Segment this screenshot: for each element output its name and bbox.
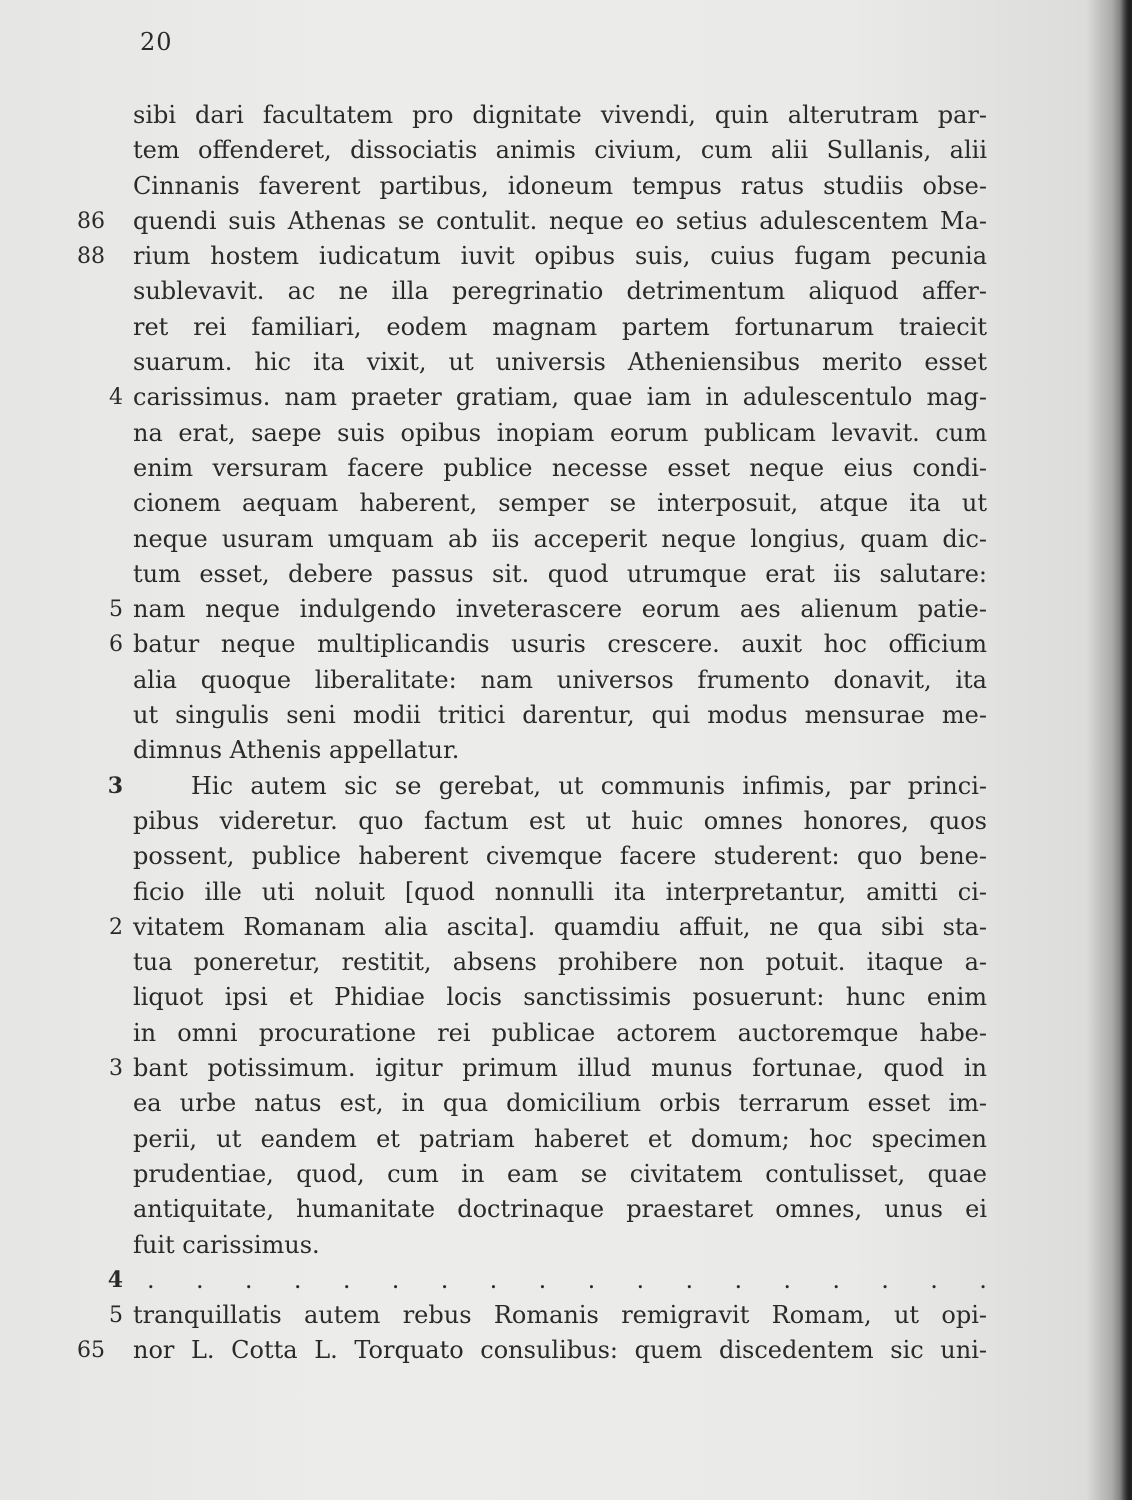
margin-year-number: 88 [77,244,105,270]
text-line [133,416,987,451]
line-text: quendi suis Athenas se contulit. neque eo setius adulescentem Ma- [133,206,987,235]
margin-paragraph-number: 3 [109,1056,123,1082]
line-text: in omni procuratione rei publicae actorem auctoremque habe- [133,1018,987,1047]
lacuna-dots: . . . . . . . . . . . . . . . . . . [147,1265,987,1294]
text-line [109,1298,987,1333]
text-line [133,310,987,345]
text-line [133,804,987,839]
text-line [109,910,987,945]
text-line [77,1333,987,1368]
page-number: 20 [140,28,173,56]
text-line [133,557,987,592]
margin-paragraph-number: 2 [109,914,123,940]
lacuna-line [107,1263,987,1298]
text-line [133,345,987,380]
line-text: perii, ut eandem et patriam haberet et domum; hoc specimen [133,1124,987,1153]
margin-chapter-number: 4 [107,1266,123,1293]
line-text: possent, publice haberent civemque facere studerent: quo bene- [133,842,987,871]
text-line [133,169,987,204]
text-line [133,1086,987,1121]
margin-paragraph-number: 5 [109,1303,123,1329]
text-line [133,274,987,309]
text-line [133,486,987,521]
line-text: dimnus Athenis appellatur. [133,736,460,765]
text-line [109,627,987,662]
margin-paragraph-number: 5 [109,597,123,623]
line-text: rium hostem iudicatum iuvit opibus suis, cuius fugam pecunia [133,242,987,271]
line-text: ut singulis seni modii tritici darentur, qui modus mensurae me- [133,701,987,730]
text-line [133,733,987,768]
line-text: vitatem Romanam alia ascita]. quamdiu affuit, ne qua sibi sta- [133,912,987,941]
line-text: bant potissimum. igitur primum illud munus fortunae, quod in [133,1054,987,1083]
line-text: ea urbe natus est, in qua domicilium orbis terrarum esset im- [133,1089,987,1118]
text-line [133,98,987,133]
line-text: tem offenderet, dissociatis animis civium, cum alii Sullanis, alii [133,136,987,165]
margin-year-number: 86 [77,208,105,234]
text-line [133,451,987,486]
line-text: tum esset, debere passus sit. quod utrumque erat iis salutare: [133,559,987,588]
line-text: batur neque multiplicandis usuris crescere. auxit hoc officium [133,630,987,659]
margin-paragraph-number: 4 [109,385,123,411]
text-line [109,380,987,415]
margin-chapter-number: 3 [107,772,123,799]
text-line [133,875,987,910]
margin-year-number: 65 [77,1338,105,1364]
line-text: sibi dari facultatem pro dignitate vivendi, quin alterutram par- [133,101,987,129]
text-line [133,1157,987,1192]
line-text: prudentiae, quod, cum in eam se civitatem contulisset, quae [133,1159,987,1188]
text-line [107,769,987,804]
text-line [133,1228,987,1263]
line-text: Cinnanis faverent partibus, idoneum tempus ratus studiis obse- [133,171,987,200]
line-text: carissimus. nam praeter gratiam, quae iam in adulescentulo mag- [133,383,987,412]
line-text: nam neque indulgendo inveterascere eorum aes alienum patie- [133,595,987,624]
line-text: pibus videretur. quo factum est ut huic omnes honores, quos [133,806,987,835]
text-line [133,1122,987,1157]
line-text: tranquillatis autem rebus Romanis remigravit Romam, ut opi- [133,1301,987,1330]
text-line [109,592,987,627]
text-line [133,945,987,980]
line-text: suarum. hic ita vixit, ut universis Atheniensibus merito esset [133,348,987,377]
margin-paragraph-number: 6 [109,632,123,658]
text-line [133,522,987,557]
text-line [77,204,987,239]
text-line [133,980,987,1015]
line-text: alia quoque liberalitate: nam universos frumento donavit, ita [133,665,987,694]
line-text: nor L. Cotta L. Torquato consulibus: quem discedentem sic uni- [133,1336,987,1365]
text-line [133,1192,987,1227]
line-text: tua poneretur, restitit, absens prohibere non potuit. itaque a- [133,948,987,977]
line-text: sublevavit. ac ne illa peregrinatio detrimentum aliquod affer- [133,277,987,306]
line-text: fuit carissimus. [133,1230,320,1259]
text-block [77,98,987,1369]
line-text: enim versuram facere publice necesse esset neque eius condi- [133,453,987,482]
text-line [133,839,987,874]
line-text: ret rei familiari, eodem magnam partem fortunarum traiecit [133,312,987,341]
text-line [133,133,987,168]
line-text: ficio ille uti noluit [quod nonnulli ita interpretantur, amitti ci- [133,877,987,906]
text-line [133,1016,987,1051]
line-text: liquot ipsi et Phidiae locis sanctissimis posuerunt: hunc enim [133,983,987,1012]
text-line [77,239,987,274]
line-text: cionem aequam haberent, semper se interposuit, atque ita ut [133,489,987,518]
line-text: neque usuram umquam ab iis acceperit neque longius, quam dic- [133,524,987,553]
page-edge-shadow [1112,0,1132,1500]
text-line [109,1051,987,1086]
line-text: Hic autem sic se gerebat, ut communis infimis, par princi- [191,771,987,800]
line-text: antiquitate, humanitate doctrinaque praestaret omnes, unus ei [133,1195,987,1224]
text-line [133,698,987,733]
text-line [133,663,987,698]
line-text: na erat, saepe suis opibus inopiam eorum publicam levavit. cum [133,418,987,447]
